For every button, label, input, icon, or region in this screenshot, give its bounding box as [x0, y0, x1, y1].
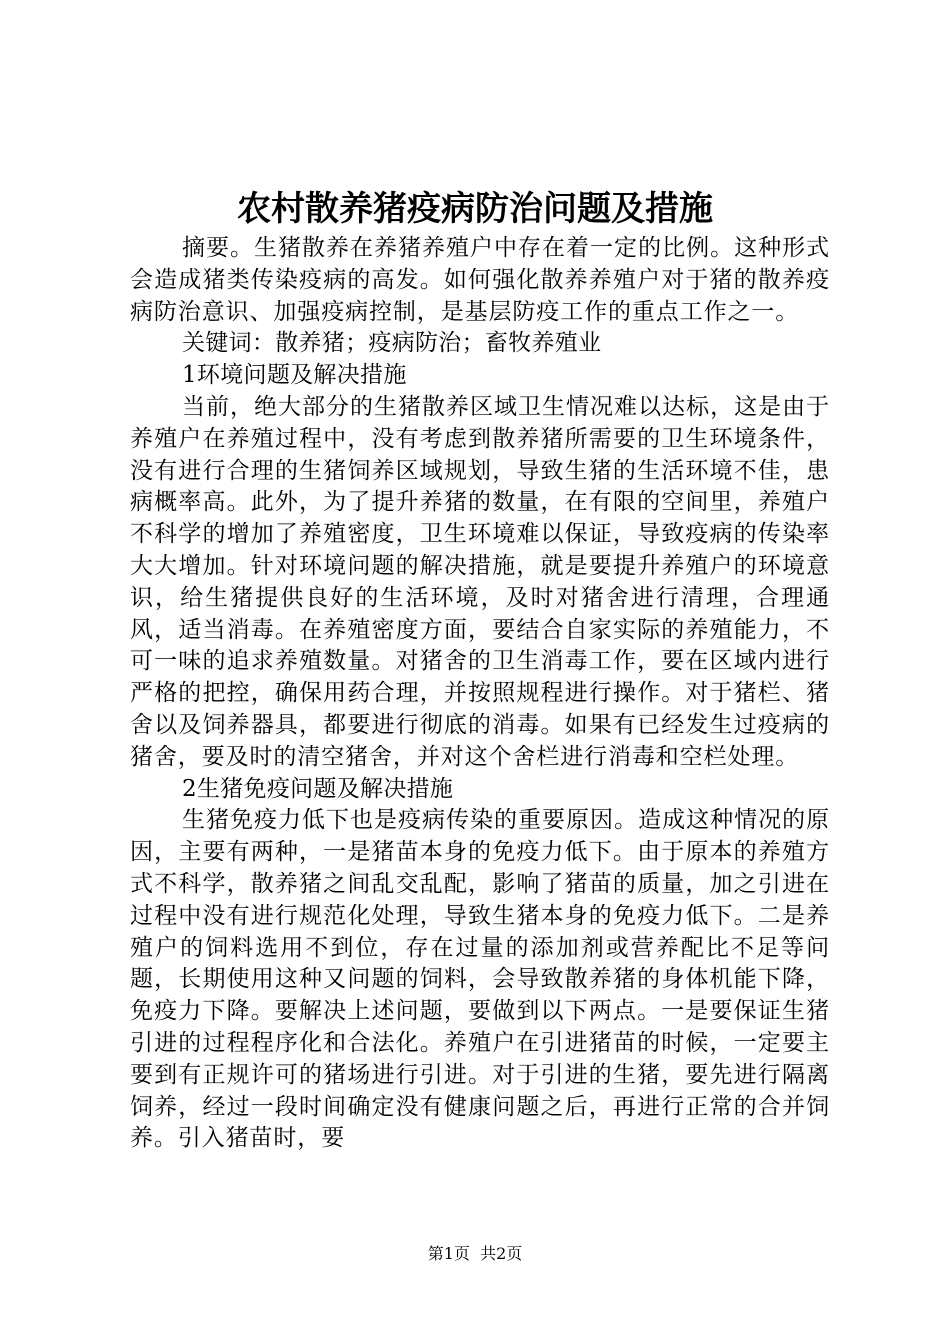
document-body	[130, 233, 830, 1155]
section-2-paragraph: 生猪免疫力低下也是疫病传染的重要原因。造成这种情况的原因，主要有两种，一是猪苗本身的免疫力低下。由于原本的养殖方式不科学，散养猪之间乱交乱配，影响了猪苗的质量，加之引进在过程中没有进行规范化处理，导致生猪本身的免疫力低下。二是养殖户的饲料选用不到位，存在过量的添加剂或营养配比不足等问题，长期使用这种又问题的饲料，会导致散养猪的身体机能下降，免疫力下降。要解决上述问题，要做到以下两点。一是要保证生猪引进的过程程序化和合法化。养殖户在引进猪苗的时候，一定要主要到有正规许可的猪场进行引进。对于引进的生猪，要先进行隔离饲养，经过一段时间确定没有健康问题之后，再进行正常的合并饲养。引入猪苗时，要	[130, 807, 830, 1152]
section-2-heading: 2生猪免疫问题及解决措施	[182, 775, 454, 802]
keywords-line: 关键词：散养猪；疫病防治；畜牧养殖业	[182, 330, 602, 357]
page-number-current: 第1页	[427, 1244, 470, 1263]
page-footer	[0, 1243, 950, 1265]
section-1-paragraph: 当前，绝大部分的生猪散养区域卫生情况难以达标，这是由于养殖户在养殖过程中，没有考虑到散养猪所需要的卫生环境条件，没有进行合理的生猪饲养区域规划，导致生猪的生活环境不佳，患病概率高。此外，为了提升养猪的数量，在有限的空间里，养殖户不科学的增加了养殖密度，卫生环境难以保证，导致疫病的传染率大大增加。针对环境问题的解决措施，就是要提升养殖户的环境意识，给生猪提供良好的生活环境，及时对猪舍进行清理，合理通风，适当消毒。在养殖密度方面，要结合自家实际的养殖能力，不可一味的追求养殖数量。对猪舍的卫生消毒工作，要在区域内进行严格的把控，确保用药合理，并按照规程进行操作。对于猪栏、猪舍以及饲养器具，都要进行彻底的消毒。如果有已经发生过疫病的猪舍，要及时的清空猪舍，并对这个舍栏进行消毒和空栏处理。	[130, 393, 830, 770]
abstract-paragraph: 摘要。生猪散养在养猪养殖户中存在着一定的比例。这种形式会造成猪类传染疫病的高发。如何强化散养养殖户对于猪的散养疫病防治意识、加强疫病控制，是基层防疫工作的重点工作之一。	[130, 235, 830, 325]
section-1-heading: 1环境问题及解决措施	[182, 362, 407, 389]
page-number-total: 共2页	[480, 1244, 523, 1263]
document-title: 农村散养猪疫病防治问题及措施	[237, 189, 713, 229]
